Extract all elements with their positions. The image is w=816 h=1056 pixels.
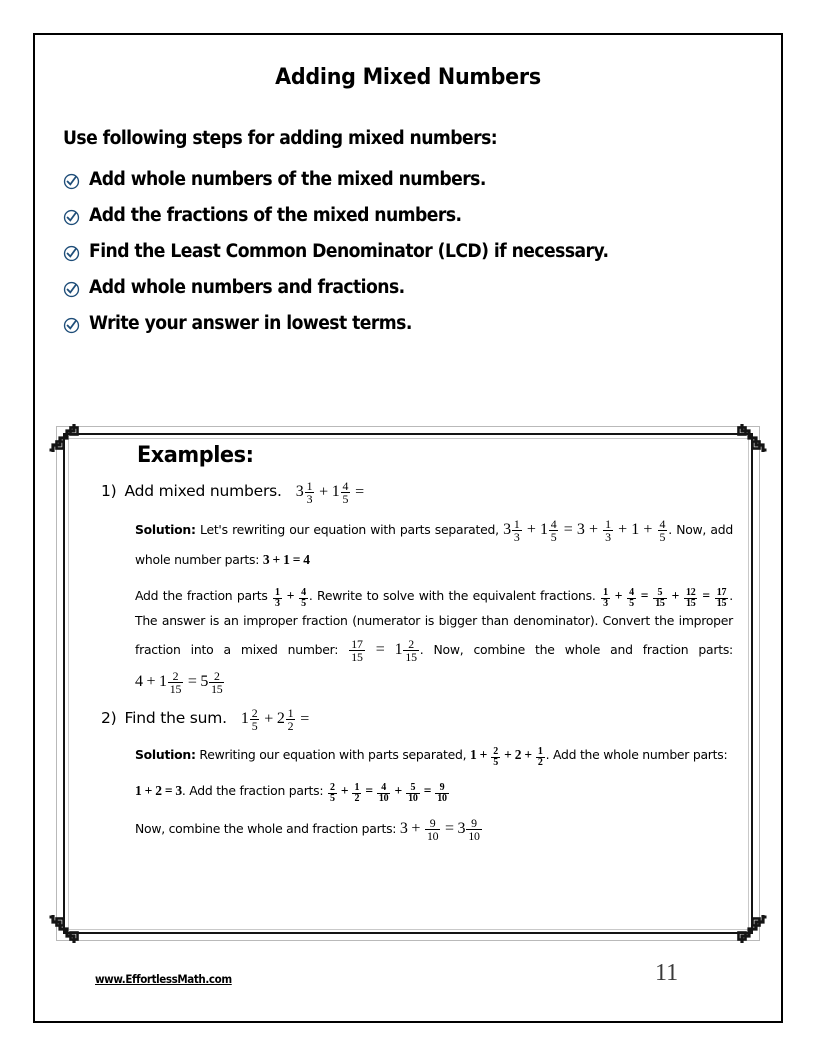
solution-block: [135, 514, 733, 698]
solution-label: Solution:: [135, 747, 196, 763]
solution-text-b: . Add the fraction parts:: [181, 783, 324, 799]
problem-expression: 1 $\frac{2}{5}$ + 2 $\frac{1}{2}$ =: [240, 705, 310, 734]
step-item: [63, 278, 703, 298]
examples-frame: [51, 421, 765, 946]
math-expression: $\frac{17}{15}$ = 1 $\frac{2}{15}$: [351, 636, 417, 664]
steps-section: [63, 128, 703, 350]
math-expression: 3 + $\frac{9}{10}$ = 3 $\frac{9}{10}$: [399, 815, 480, 843]
step-label: Find the Least Common Denominator (LCD) if necessary.: [89, 241, 609, 262]
step-label: Add the fractions of the mixed numbers.: [89, 205, 462, 226]
solution-text-b: . Rewrite to solve with the equivalent fractions.: [308, 588, 596, 604]
solution-block: [135, 741, 733, 845]
check-circle-icon: [63, 173, 80, 190]
solution-text-a: Rewriting our equation with parts separated,: [199, 747, 467, 763]
solution-paragraph: [135, 741, 733, 768]
example-problem-2: [83, 707, 739, 845]
math-expression: $\frac{1}{3}$ + $\frac{4}{5}$ = $\frac{5}{15}$ + $\frac{12}{15}$ = $\frac{17}{15}$: [603, 586, 727, 609]
step-item: [63, 314, 703, 334]
math-expression: 4 + 1 $\frac{2}{15}$ = 5 $\frac{2}{15}$: [135, 668, 223, 696]
problem-number: 1): [101, 482, 117, 501]
math-whole-sum: 1 + 2 = 3: [135, 783, 182, 799]
example-problem-1: [83, 480, 739, 698]
page-title: Adding Mixed Numbers: [275, 65, 541, 90]
step-item: [63, 170, 703, 190]
intro-text: Use following steps for adding mixed numbers:: [63, 128, 498, 149]
page-number: 11: [655, 960, 679, 986]
problem-expression: 3 $\frac{1}{3}$ + 1 $\frac{4}{5}$ =: [295, 479, 364, 507]
check-circle-icon: [63, 281, 80, 298]
solution-paragraph: [135, 582, 733, 698]
problem-statement: Find the sum.: [124, 709, 227, 728]
problem-statement-row: [101, 707, 739, 732]
solution-text-a: Let's rewriting our equation with parts separated,: [200, 522, 499, 538]
step-item: [63, 242, 703, 262]
check-circle-icon: [63, 209, 80, 226]
solution-label: Solution:: [135, 522, 196, 538]
solution-text-a: Now, combine the whole and fraction parts:: [135, 821, 397, 837]
solution-text-b: . Now, add whole number parts:: [135, 522, 733, 568]
check-circle-icon: [63, 317, 80, 334]
footer-website-link[interactable]: www.EffortlessMath.com: [95, 972, 232, 986]
solution-text-c: . The answer is an improper fraction (numerator is bigger than denominator). Convert the improper fraction into a mixed number:: [135, 588, 733, 657]
math-expression: $\frac{1}{3}$ + $\frac{4}{5}$: [275, 586, 306, 609]
problem-number: 2): [101, 709, 117, 728]
solution-paragraph: [135, 777, 733, 804]
step-item: [63, 206, 703, 226]
solution-paragraph: [135, 514, 733, 573]
examples-content: [83, 443, 739, 926]
check-circle-icon: [63, 245, 80, 262]
problem-statement-row: [101, 480, 739, 505]
problem-statement: Add mixed numbers.: [124, 482, 282, 501]
math-expression: 3 $\frac{1}{3}$ + 1 $\frac{4}{5}$ = 3 + $\frac{1}{3}$ + 1 + $\frac{4}{5}$: [503, 516, 666, 544]
solution-text-a: Add the fraction parts: [135, 588, 268, 604]
math-whole-sum: 3 + 1 = 4: [262, 552, 310, 568]
solution-text-b: . Add the whole number parts:: [545, 747, 728, 763]
math-expression: 1 + $\frac{2}{5}$ + 2 + $\frac{1}{2}$: [470, 745, 543, 768]
step-label: Add whole numbers of the mixed numbers.: [89, 169, 486, 190]
solution-text-d: . Now, combine the whole and fraction parts:: [419, 641, 733, 657]
step-label: Add whole numbers and fractions.: [89, 277, 405, 298]
step-label: Write your answer in lowest terms.: [89, 313, 412, 334]
examples-heading: Examples:: [137, 443, 254, 468]
solution-paragraph: [135, 813, 733, 845]
math-expression: $\frac{2}{5}$ + $\frac{1}{2}$ = $\frac{4}{10}$ + $\frac{5}{10}$ = $\frac{9}{10}$: [330, 781, 447, 804]
